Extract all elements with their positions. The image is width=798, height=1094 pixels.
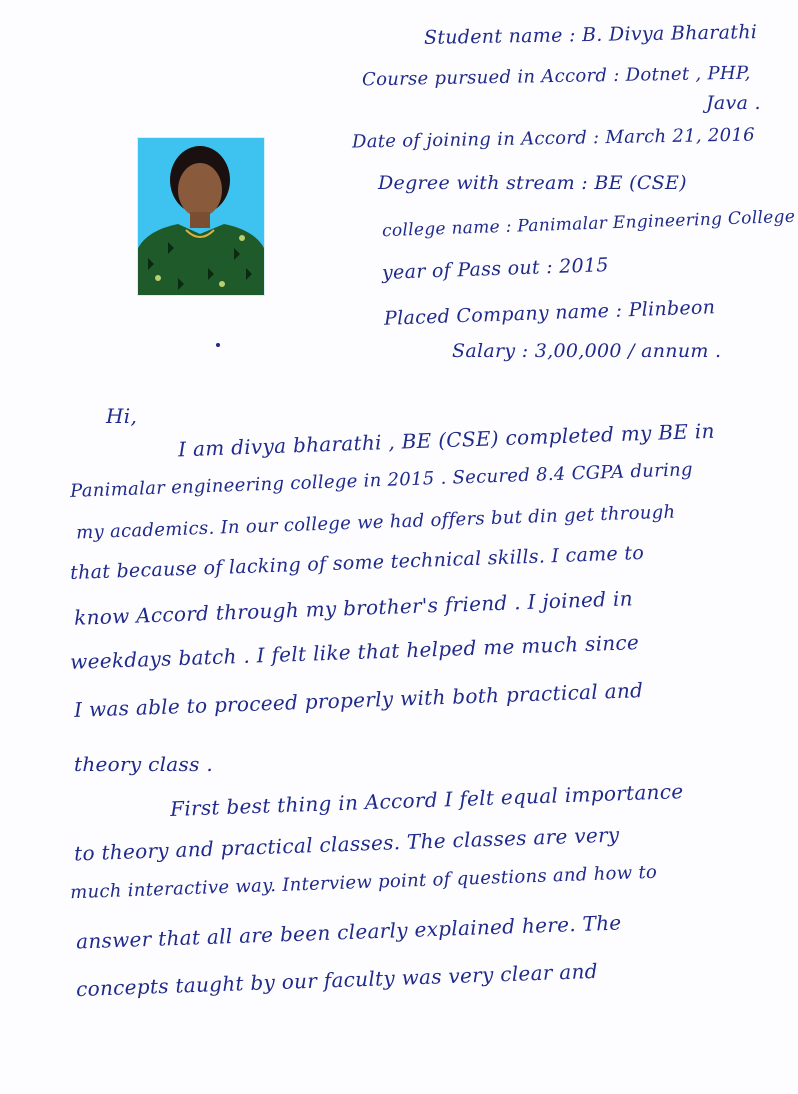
letter-line: theory class . xyxy=(74,752,213,776)
letter-line: answer that all are been clearly explained here. The xyxy=(75,910,622,954)
placed-company: Placed Company name : Plinbeon xyxy=(383,296,716,330)
letter-line: that because of lacking of some technical skills. I came to xyxy=(69,541,645,585)
letter-line: my academics. In our college we had offers but din get through xyxy=(75,501,676,544)
student-photo-icon xyxy=(138,138,264,295)
degree-with-stream: Degree with stream : BE (CSE) xyxy=(378,172,687,194)
letter-line: I was able to proceed properly with both practical and xyxy=(73,678,644,722)
ink-dot xyxy=(216,343,220,347)
course-pursued-continued: Java . xyxy=(706,92,761,114)
letter-line: Panimalar engineering college in 2015 . Secured 8.4 CGPA during xyxy=(69,459,694,502)
letter-line: I am divya bharathi , BE (CSE) completed my BE in xyxy=(177,418,716,462)
salary: Salary : 3,00,000 / annum . xyxy=(452,340,722,362)
letter-line: concepts taught by our faculty was very clear and xyxy=(75,958,599,1002)
letter-line: much interactive way. Interview point of questions and how to xyxy=(69,861,658,904)
letter-line: weekdays batch . I felt like that helped me much since xyxy=(69,630,640,674)
letter-line: know Accord through my brother's friend . I joined in xyxy=(73,586,634,630)
letter-line: to theory and practical classes. The classes are very xyxy=(73,822,620,866)
student-name: Student name : B. Divya Bharathi xyxy=(423,21,758,49)
year-of-pass-out: year of Pass out : 2015 xyxy=(381,254,610,284)
student-photo xyxy=(137,137,265,296)
course-pursued: Course pursued in Accord : Dotnet , PHP, xyxy=(361,62,751,91)
date-of-joining: Date of joining in Accord : March 21, 2016 xyxy=(351,124,756,153)
college-name: college name : Panimalar Engineering College xyxy=(381,206,796,242)
greeting: Hi, xyxy=(106,404,138,428)
letter-line: First best thing in Accord I felt equal importance xyxy=(169,779,684,821)
